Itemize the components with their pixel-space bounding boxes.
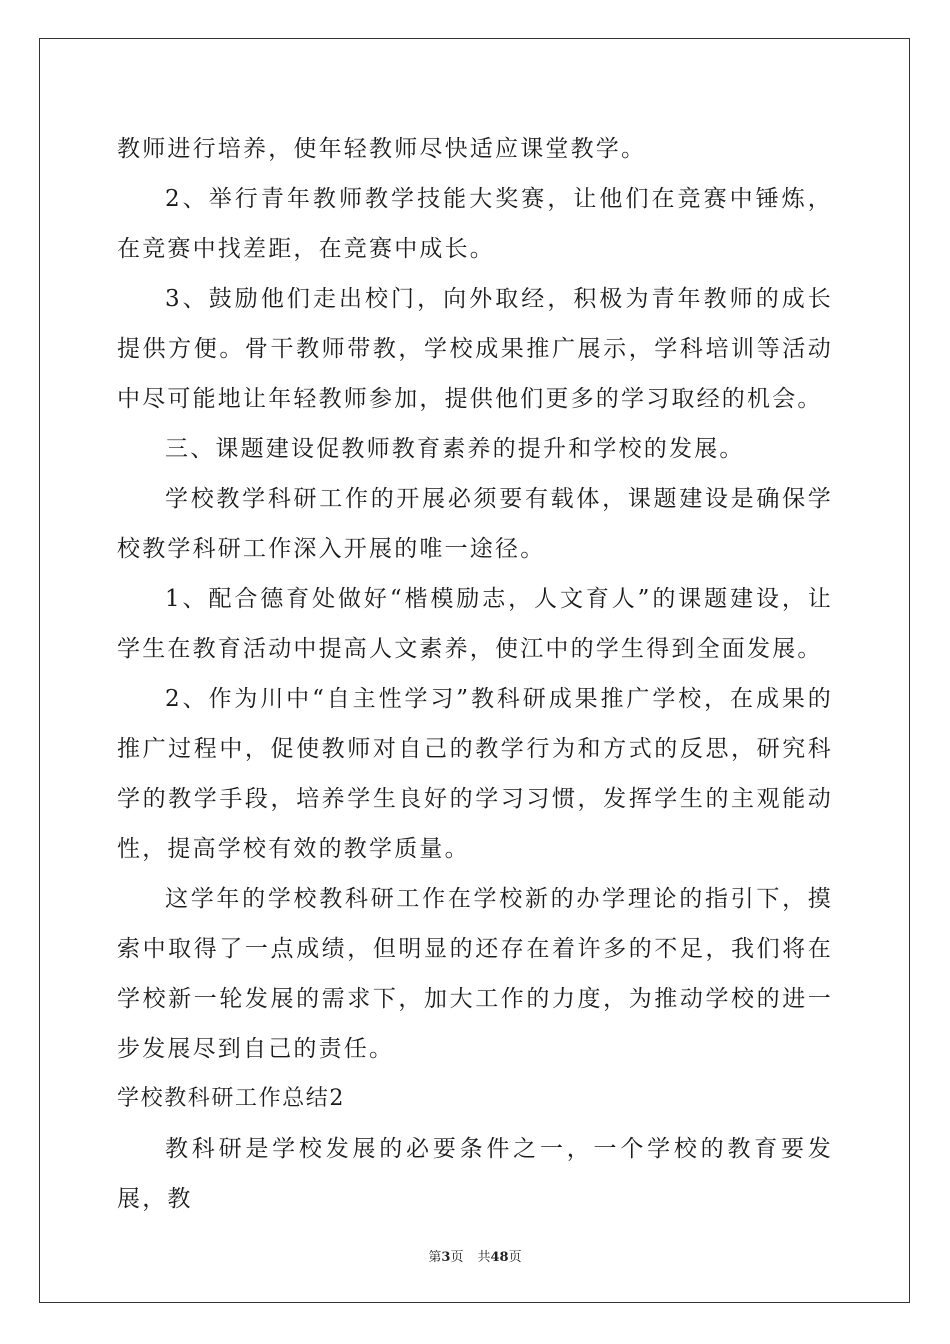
paragraph-3: 3、鼓励他们走出校门，向外取经，积极为青年教师的成长提供方便。骨干教师带教，学校成果推广展示，学科培训等活动中尽可能地让年轻教师参加，提供他们更多的学习取经的机会。 <box>117 286 833 412</box>
paragraph-8: 这学年的学校教科研工作在学校新的办学理论的指引下，摸索中取得了一点成绩，但明显的还存在着许多的不足，我们将在学校新一轮发展的需求下，加大工作的力度，为推动学校的进一步发展尽到自己的责任。 <box>117 886 833 1062</box>
page-total: 48 <box>490 1250 509 1265</box>
paragraph-7: 2、作为川中“自主性学习”教科研成果推广学校，在成果的推广过程中，促使教师对自己的教学行为和方式的反思，研究科学的教学手段，培养学生良好的学习习惯，发挥学生的主观能动性，提高学校有效的教学质量。 <box>117 686 833 862</box>
paragraph-6: 1、配合德育处做好“楷模励志，人文育人”的课题建设，让学生在教育活动中提高人文素养，使江中的学生得到全面发展。 <box>117 586 833 662</box>
paragraph-1: 教师进行培养，使年轻教师尽快适应课堂教学。 <box>117 136 647 162</box>
total-label-prefix: 共 <box>477 1250 491 1265</box>
document-body <box>117 124 833 1224</box>
page-number: 3 <box>441 1250 451 1265</box>
page-label-suffix: 页 <box>450 1250 464 1265</box>
page-footer <box>0 1246 950 1265</box>
total-label-suffix: 页 <box>508 1250 522 1265</box>
paragraph-5: 学校教学科研工作的开展必须要有载体，课题建设是确保学校教学科研工作深入开展的唯一途径。 <box>117 486 833 562</box>
paragraph-4: 三、课题建设促教师教育素养的提升和学校的发展。 <box>165 436 745 462</box>
paragraph-2: 2、举行青年教师教学技能大奖赛，让他们在竞赛中锤炼，在竞赛中找差距，在竞赛中成长。 <box>117 186 833 262</box>
section-title: 学校教科研工作总结2 <box>117 1086 345 1111</box>
paragraph-final: 教科研是学校发展的必要条件之一，一个学校的教育要发展，教 <box>117 1136 833 1212</box>
page-label-prefix: 第 <box>428 1250 442 1265</box>
